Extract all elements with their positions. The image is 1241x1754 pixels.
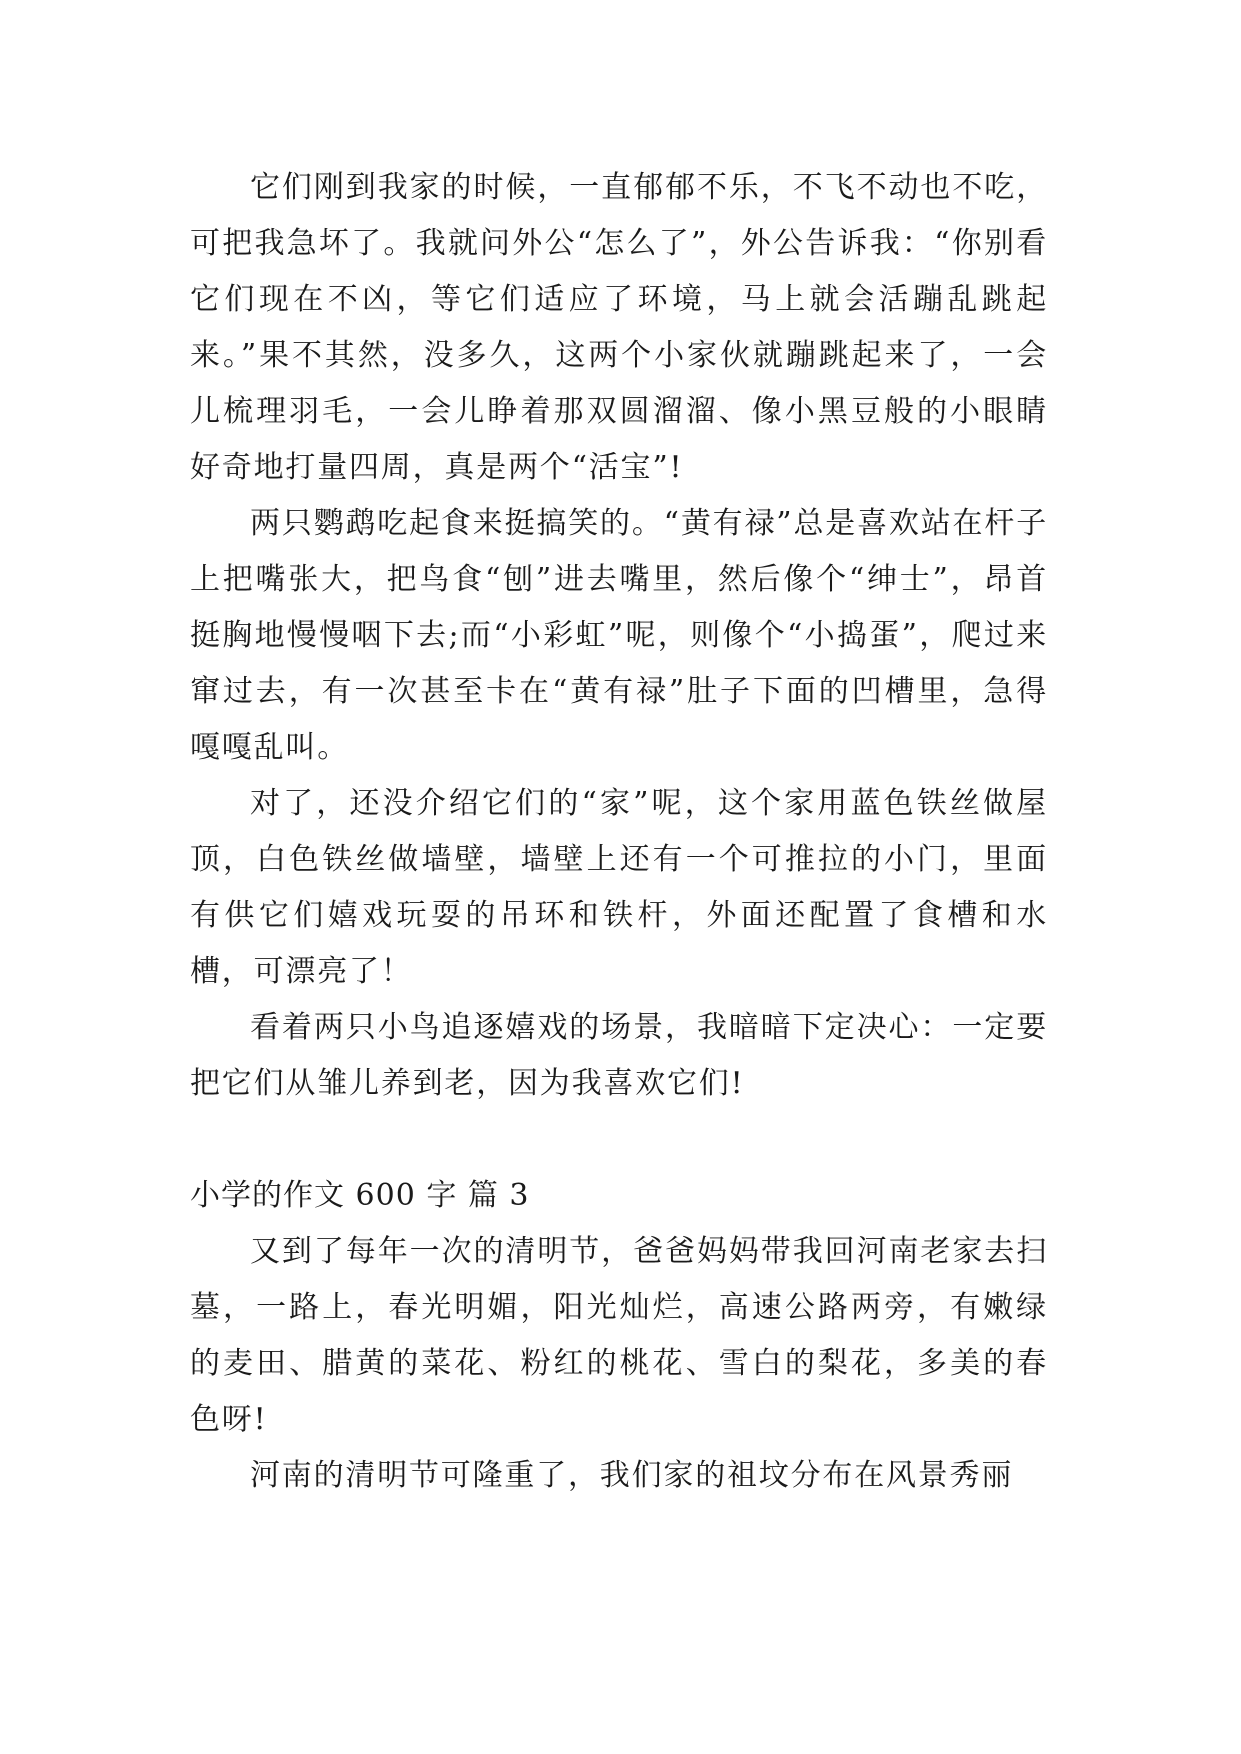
section-heading: 小学的作文 600 字 篇 3 bbox=[190, 1178, 530, 1213]
paragraph: 河南的清明节可隆重了，我们家的祖坟分布在风景秀丽 bbox=[250, 1458, 1014, 1493]
document-body bbox=[190, 160, 1048, 1504]
paragraph: 看着两只小鸟追逐嬉戏的场景，我暗暗下定决心：一定要把它们从雏儿养到老，因为我喜欢它们! bbox=[190, 1010, 1048, 1101]
paragraph: 又到了每年一次的清明节，爸爸妈妈带我回河南老家去扫墓，一路上，春光明媚，阳光灿烂，高速公路两旁，有嫩绿的麦田、腊黄的菜花、粉红的桃花、雪白的梨花，多美的春色呀! bbox=[190, 1234, 1048, 1437]
paragraph: 它们刚到我家的时候，一直郁郁不乐，不飞不动也不吃，可把我急坏了。我就问外公“怎么了”，外公告诉我：“你别看它们现在不凶，等它们适应了环境，马上就会活蹦乱跳起来。”果不其然，没多久，这两个小家伙就蹦跳起来了，一会儿梳理羽毛，一会儿睁着那双圆溜溜、像小黑豆般的小眼睛好奇地打量四周，真是两个“活宝”! bbox=[190, 170, 1048, 485]
paragraph: 两只鹦鹉吃起食来挺搞笑的。“黄有禄”总是喜欢站在杆子上把嘴张大，把鸟食“刨”进去嘴里，然后像个“绅士”，昂首挺胸地慢慢咽下去;而“小彩虹”呢，则像个“小捣蛋”，爬过来窜过去，有一次甚至卡在“黄有禄”肚子下面的凹槽里，急得嘎嘎乱叫。 bbox=[190, 506, 1048, 765]
paragraph: 对了，还没介绍它们的“家”呢，这个家用蓝色铁丝做屋顶，白色铁丝做墙壁，墙壁上还有一个可推拉的小门，里面有供它们嬉戏玩耍的吊环和铁杆，外面还配置了食槽和水槽，可漂亮了！ bbox=[190, 786, 1048, 989]
